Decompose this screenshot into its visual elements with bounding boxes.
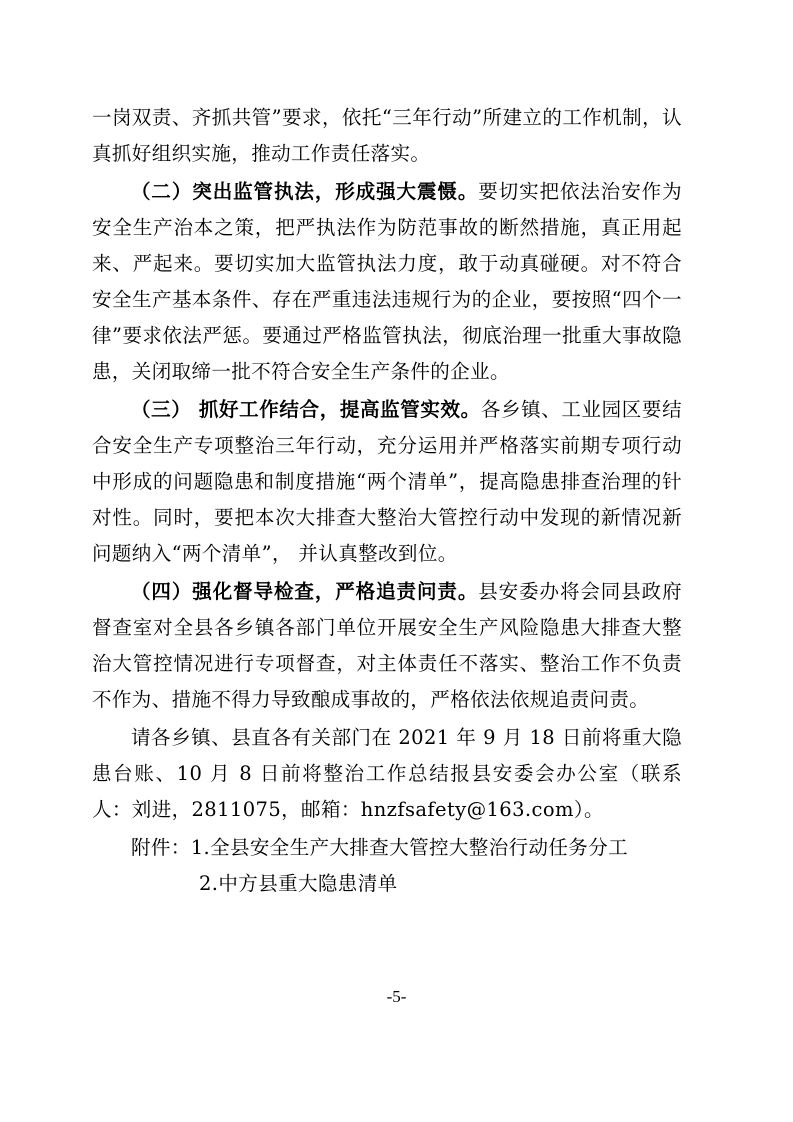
attachment-item-2 (92, 866, 682, 902)
paragraph-body: 县安委办将会同县政府督查室对全县各乡镇各部门单位开展安全生产风险隐患大排查大整治大管控情况进行专项督查，对主体责任不落实、整治工作不负责不作为、措施不得力导致酿成事故的，严格依法依规追责问责。 (92, 580, 682, 711)
section-heading-3: （三） 抓好工作结合，提高监管实效。 (131, 398, 481, 421)
paragraph-inspection-accountability (92, 574, 682, 718)
section-heading-2: （二）突出监管执法，形成强大震慑。 (131, 180, 479, 203)
paragraph-work-integration (92, 392, 682, 572)
attachment-title: 1.全县安全生产大排查大管控大整治行动任务分工 (190, 836, 629, 859)
paragraph-submission-request (92, 720, 682, 828)
document-body (92, 100, 682, 902)
paragraph-body: 请各乡镇、县直各有关部门在 2021 年 9 月 18 日前将重大隐患台账、10 月 8 日前将整治工作总结报县安委会办公室（联系人：刘进，2811075，邮箱：hnzfsafety@163.com）。 (92, 726, 682, 821)
section-heading-4: （四）强化督导检查，严格追责问责。 (131, 580, 479, 603)
attachment-item-1 (92, 830, 682, 866)
paragraph-body: 要切实把依法治安作为安全生产治本之策，把严执法作为防范事故的断然措施，真正用起来、严起来。要切实加大监管执法力度，敢于动真碰硬。对不符合安全生产基本条件、存在严重违法违规行为的企业，要按照“四个一律”要求依法严惩。要通过严格监管执法，彻底治理一批重大事故隐患，关闭取缔一批不符合安全生产条件的企业。 (92, 180, 682, 383)
attachment-label: 附件： (131, 836, 191, 859)
paragraph-body: 各乡镇、工业园区要结合安全生产专项整治三年行动，充分运用并严格落实前期专项行动中形成的问题隐患和制度措施“两个清单”，提高隐患排查治理的针对性。同时，要把本次大排查大整治大管控行动中发现的新情况新问题纳入“两个清单”， 并认真整改到位。 (92, 398, 682, 565)
page-number: -5- (386, 987, 407, 1006)
paragraph-supervision-enforcement (92, 174, 682, 390)
attachment-title: 2.中方县重大隐患清单 (199, 872, 398, 895)
paragraph-body: 一岗双责、齐抓共管”要求，依托“三年行动”所建立的工作机制，认真抓好组织实施，推动工作责任落实。 (92, 106, 682, 165)
paragraph-continuation (92, 100, 682, 172)
